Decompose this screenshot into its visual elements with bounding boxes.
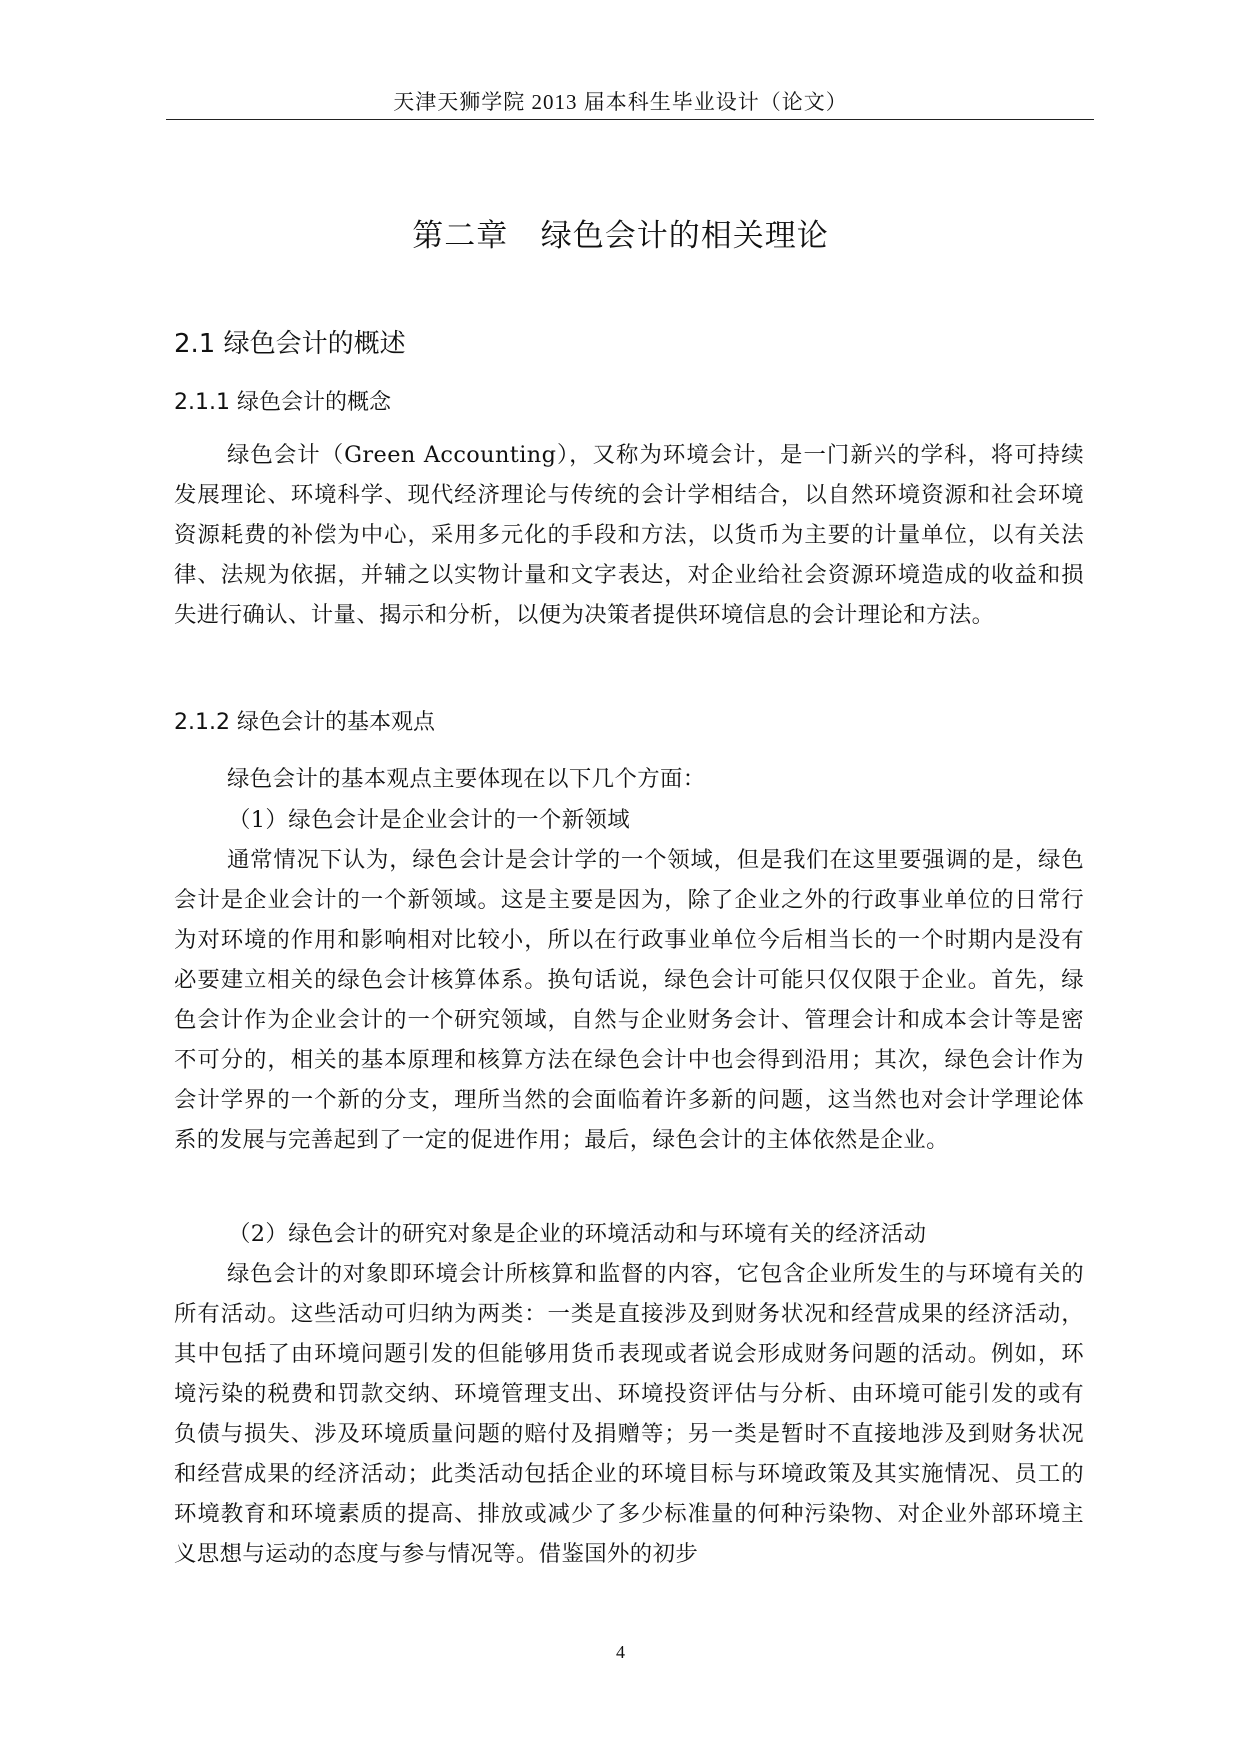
chapter-title: 第二章 绿色会计的相关理论 xyxy=(412,218,829,254)
page-number: 4 xyxy=(616,1642,625,1662)
point-2-title: （2）绿色会计的研究对象是企业的环境活动和与环境有关的经济活动 xyxy=(228,1221,927,1247)
header-rule xyxy=(166,119,1094,120)
paragraph-point-2: 绿色会计的对象即环境会计所核算和监督的内容，它包含企业所发生的与环境有关的所有活动。这些活动可归纳为两类：一类是直接涉及到财务状况和经营成果的经济活动，其中包括了由环境问题引发的但能够用货币表现或者说会形成财务问题的活动。例如，环境污染的税费和罚款交纳、环境管理支出、环境投资评估与分析、由环境可能引发的或有负债与损失、涉及环境质量问题的赔付及捐赠等；另一类是暂时不直接地涉及到财务状况和经营成果的经济活动；此类活动包括企业的环境目标与环境政策及其实施情况、员工的环境教育和环境素质的提高、排放或减少了多少标准量的何种污染物、对企业外部环境主义思想与运动的态度与参与情况等。借鉴国外的初步 xyxy=(174,1261,1084,1567)
page-header: 天津天狮学院 2013 届本科生毕业设计（论文） xyxy=(393,90,848,114)
subsection-title-2-1-1: 2.1.1 绿色会计的概念 xyxy=(174,390,391,415)
paragraph-point-1: 通常情况下认为，绿色会计是会计学的一个领域，但是我们在这里要强调的是，绿色会计是企业会计的一个新领域。这是主要是因为，除了企业之外的行政事业单位的日常行为对环境的作用和影响相对比较小，所以在行政事业单位今后相当长的一个时期内是没有必要建立相关的绿色会计核算体系。换句话说，绿色会计可能只仅仅限于企业。首先，绿色会计作为企业会计的一个研究领域，自然与企业财务会计、管理会计和成本会计等是密不可分的，相关的基本原理和核算方法在绿色会计中也会得到沿用；其次，绿色会计作为会计学界的一个新的分支，理所当然的会面临着许多新的问题，这当然也对会计学理论体系的发展与完善起到了一定的促进作用；最后，绿色会计的主体依然是企业。 xyxy=(174,847,1084,1153)
paragraph-basic-views-intro: 绿色会计的基本观点主要体现在以下几个方面： xyxy=(227,766,706,792)
paragraph-green-accounting-concept: 绿色会计（Green Accounting），又称为环境会计，是一门新兴的学科，将可持续发展理论、环境科学、现代经济理论与传统的会计学相结合，以自然环境资源和社会环境资源耗费的补偿为中心，采用多元化的手段和方法，以货币为主要的计量单位，以有关法律、法规为依据，并辅之以实物计量和文字表达，对企业给社会资源环境造成的收益和损失进行确认、计量、揭示和分析，以便为决策者提供环境信息的会计理论和方法。 xyxy=(174,442,1084,628)
section-title: 2.1 绿色会计的概述 xyxy=(174,329,406,359)
point-1-title: （1）绿色会计是企业会计的一个新领域 xyxy=(228,807,631,833)
subsection-title-2-1-2: 2.1.2 绿色会计的基本观点 xyxy=(174,710,435,735)
